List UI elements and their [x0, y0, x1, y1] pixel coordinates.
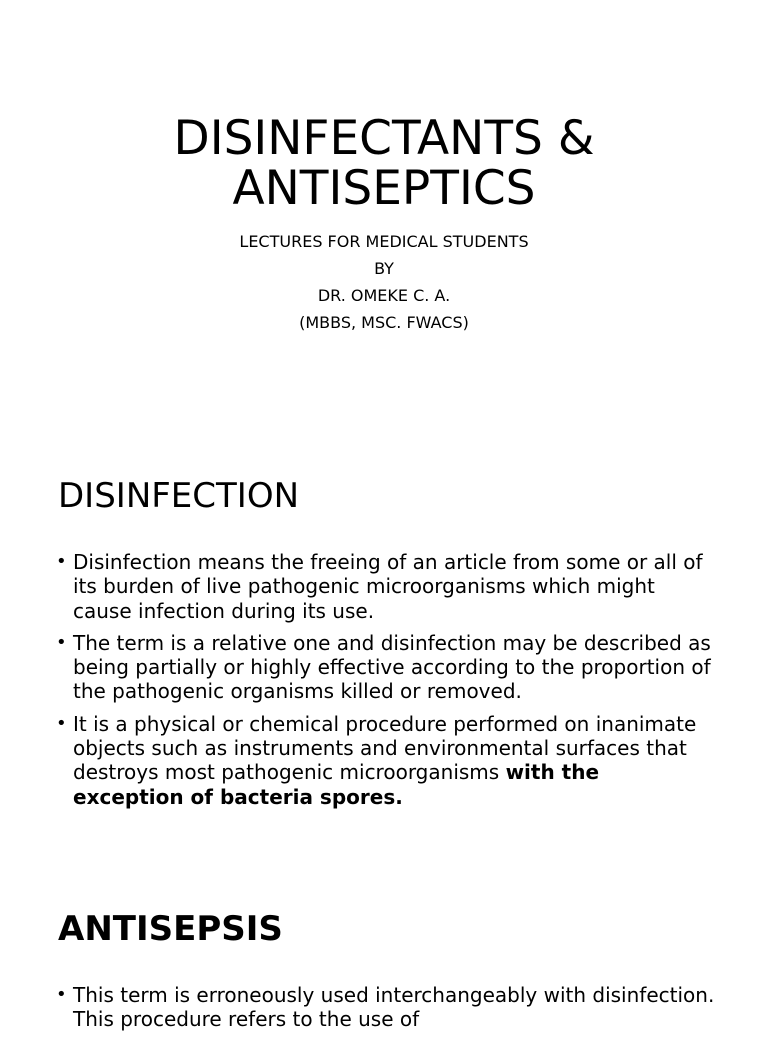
bullet-text: The term is a relative one and disinfection may be described as being partially or highly effective according to the proportion of the pathogenic organisms killed or removed. — [73, 630, 711, 704]
antisepsis-bullet-list — [56, 983, 716, 1040]
subtitle-by: BY — [374, 259, 394, 278]
main-title-line-2: ANTISEPTICS — [232, 161, 536, 216]
subtitle-lectures: LECTURES FOR MEDICAL STUDENTS — [239, 232, 529, 251]
subtitle-author: DR. OMEKE C. A. — [317, 286, 451, 305]
disinfection-heading: DISINFECTION — [58, 476, 300, 516]
list-item — [56, 983, 716, 1032]
bullet-marker: • — [56, 631, 67, 653]
main-title — [0, 111, 768, 216]
antisepsis-heading: ANTISEPSIS — [58, 909, 283, 949]
main-title-line-1: DISINFECTANTS & — [173, 111, 595, 166]
list-item — [56, 712, 716, 809]
title-slide — [0, 0, 768, 420]
list-item — [56, 631, 716, 704]
bullet-emphasis: with the exception of bacteria spores. — [73, 760, 600, 809]
bullet-text: It is a physical or chemical procedure performed on inanimate objects such as instruments and environmental surfaces that destroys most pathogenic microorganisms — [73, 711, 697, 785]
bullet-text: This term is erroneously used interchangeably with disinfection. This procedure refers to the use of — [73, 983, 715, 1032]
disinfection-bullet-list — [56, 550, 716, 817]
subtitle-credentials: (MBBS, MSC. FWACS) — [299, 313, 469, 332]
subtitle-block — [0, 228, 768, 336]
bullet-marker: • — [56, 551, 67, 572]
bullet-marker: • — [56, 712, 67, 734]
bullet-text: Disinfection means the freeing of an article from some or all of its burden of live pathogenic microorganisms which might cause infection during its use. — [73, 550, 703, 623]
list-item — [56, 550, 716, 623]
bullet-marker: • — [56, 984, 67, 1005]
